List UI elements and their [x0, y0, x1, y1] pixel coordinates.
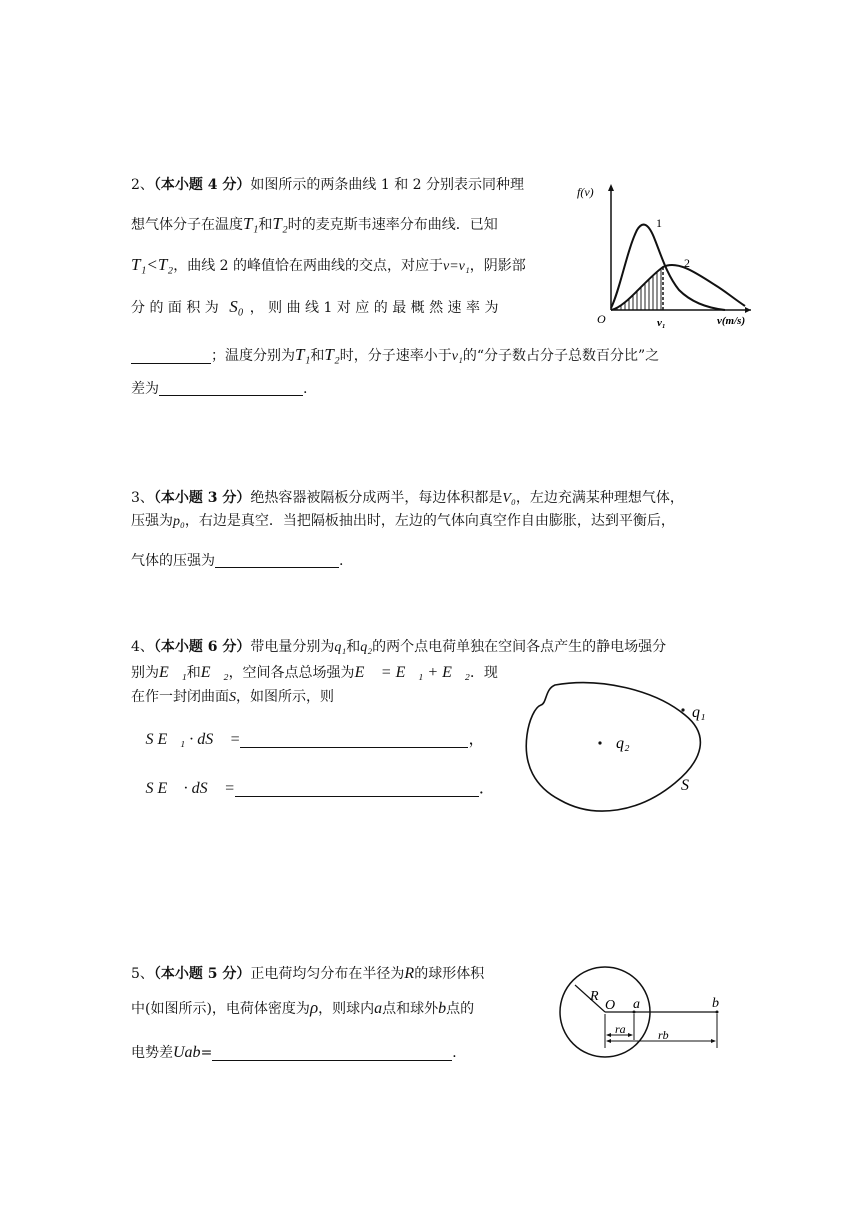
q3-text-2b: ，右边是真空．当把隔板抽出时，左边的气体向真空作自由膨胀，达到平衡后，: [184, 513, 675, 529]
q4-S: S: [229, 690, 236, 705]
q4-text-1c: 的两个点电荷单独在空间各点产生的静电场强分: [372, 639, 667, 655]
q4-E2: E⃗₂: [200, 664, 229, 681]
q5-text-1b: 的球形体积: [414, 966, 485, 982]
q5-R: R: [404, 965, 415, 982]
q2-fig-v1-tick: v₁: [657, 317, 666, 329]
q5-ra-arrowhead-right: [628, 1033, 633, 1037]
q2-text-1: 如图所示的两条曲线 1 和 2 分别表示同种理: [250, 177, 525, 193]
q2-text-2b: 和: [258, 217, 273, 233]
q3-text-3a: 气体的压强为: [131, 553, 215, 569]
q5-text-2b: ，则球内: [318, 1001, 375, 1017]
q2-score: （本小题 4 分）: [153, 177, 251, 193]
q2-v-eq-v1: v=v₁: [443, 259, 470, 274]
q2-y-arrow: [608, 184, 614, 191]
q4-fig-S-label: S: [681, 777, 689, 794]
q5-rb-arrowhead-right: [711, 1039, 716, 1043]
q4-line3: [131, 690, 334, 705]
q4-E1: E⃗₁: [159, 664, 187, 681]
q4-number: 4、: [131, 639, 154, 655]
q4-line1: [131, 640, 666, 655]
q2-v1: v₁: [451, 349, 463, 364]
q2-T1-lt-T2: T₁<T₂: [131, 255, 174, 274]
q5-line1: [131, 966, 484, 982]
q2-line1: [131, 178, 524, 192]
q4-integral-2: [133, 780, 495, 797]
q5-text-3b: =: [200, 1045, 213, 1061]
q2-text-5c: 时，分子速率小于: [339, 348, 452, 364]
q2-fig-xlabel: v(m/s): [717, 315, 746, 327]
q4-closed-surface: [526, 683, 700, 811]
q2-line6: 差为 .: [131, 381, 308, 397]
q4-text-3a: 在作一封闭曲面: [131, 689, 229, 705]
q3-line3: 气体的压强为 .: [131, 553, 344, 569]
q5-text-2d: 点的: [446, 1001, 475, 1017]
q5-sphere-figure: [555, 960, 730, 1060]
q5-line2: [131, 999, 474, 1017]
q5-rho: ρ: [309, 998, 319, 1017]
q3-p0: p₀: [173, 514, 185, 529]
q5-text-3a: 电势差: [131, 1045, 173, 1061]
q5-end: ．: [452, 1045, 467, 1061]
q3-number: 3、: [131, 490, 154, 506]
q5-line3: [131, 1045, 466, 1061]
q4-integral-1: [133, 731, 484, 748]
q2-text-4b: ， 则 曲 线 1 对 应 的 最 概 然 速 率 为: [249, 300, 499, 316]
q2-line2: [131, 215, 498, 232]
q4-text-1b: 和: [346, 639, 361, 655]
q5-b: b: [438, 1000, 447, 1017]
q2-line5: [131, 346, 659, 364]
q2-T2b: T₂: [324, 345, 340, 364]
q2-fig-curve2-label: 2: [684, 256, 690, 270]
q5-number: 5、: [131, 966, 154, 982]
q2-text-5b: 和: [310, 348, 325, 364]
q4-charge-q2-dot: [598, 741, 601, 744]
q5-text-2a: 中(如图所示)，电荷体密度为: [131, 1001, 310, 1017]
q5-text-2c: 点和球外: [382, 1001, 439, 1017]
q4-integral-1-expr: ∮S E⃗₁ · dS⃗ =: [133, 731, 241, 748]
q3-answer-blank[interactable]: [215, 553, 339, 568]
q2-T1: T₁: [243, 214, 259, 233]
q2-text-2a: 想气体分子在温度: [131, 217, 243, 233]
q4-fig-q2-label: q₂: [616, 735, 630, 752]
q3-line1: [131, 491, 684, 506]
q2-fig-origin: O: [597, 312, 606, 326]
q2-curve-1: [611, 225, 725, 310]
q2-text-5d: 的“分子数占分子总数百分比”之: [462, 348, 660, 364]
q2-text-4a: 分 的 面 积 为: [131, 300, 219, 316]
q2-text-3b: ，曲线 2 的峰值恰在两曲线的交点，对应于: [173, 258, 444, 274]
q4-integral-2-expr: ∮S E⃗ · dS⃗ =: [133, 780, 235, 797]
q2-answer-blank-2[interactable]: [159, 381, 303, 396]
q5-score: （本小题 5 分）: [153, 966, 251, 982]
q2-line3: [131, 256, 526, 274]
q4-q2: q₂: [360, 640, 373, 655]
q5-fig-rb-label: rb: [658, 1028, 669, 1042]
q2-T2: T₂: [272, 214, 288, 233]
q4-answer-blank-1[interactable]: [240, 731, 468, 748]
q2-maxwell-figure: [575, 180, 755, 330]
q4-q1: q₁: [334, 640, 347, 655]
q5-Uab: Uab: [173, 1044, 201, 1061]
q5-fig-b-label: b: [712, 996, 719, 1011]
q4-text-2b: 和: [186, 665, 201, 681]
q2-fig-curve1-label: 1: [656, 216, 662, 230]
q2-S0: S₀: [229, 297, 244, 316]
q5-text-1a: 正电荷均匀分布在半径为: [250, 966, 405, 982]
q2-line4: [131, 298, 498, 315]
q5-fig-R-label: R: [590, 989, 599, 1004]
q4-fig-q1-label: q₁: [692, 704, 706, 721]
q2-text-3c: ，阴影部: [469, 258, 526, 274]
q4-E-sum: E⃗ = E⃗₁ + E⃗₂: [354, 664, 470, 681]
q5-fig-ra-label: ra: [615, 1022, 626, 1036]
q5-fig-a-label: a: [633, 997, 640, 1012]
q5-ra-arrowhead-left: [606, 1033, 611, 1037]
q4-gauss-surface-figure: [515, 675, 730, 825]
q2-text-6a: 差为: [131, 381, 159, 397]
q2-number: 2、: [131, 177, 154, 193]
q3-score: （本小题 3 分）: [153, 490, 251, 506]
q2-x-arrow: [745, 307, 751, 313]
q5-a: a: [374, 1000, 383, 1017]
q2-T1b: T₁: [295, 345, 311, 364]
q4-end-1: ，: [468, 729, 485, 748]
q4-text-2c: ，空间各点总场强为: [228, 665, 355, 681]
q3-text-1a: 绝热容器被隔板分成两半，每边体积都是: [250, 490, 503, 506]
q2-text-2c: 时的麦克斯韦速率分布曲线．已知: [287, 217, 498, 233]
q3-text-1b: ，左边充满某种理想气体，: [515, 490, 684, 506]
q2-answer-blank-1[interactable]: [131, 349, 211, 364]
q5-fig-O-label: O: [605, 998, 616, 1013]
q4-charge-q1-dot: [681, 708, 684, 711]
q4-end-2: ．: [478, 778, 495, 797]
q3-V0: V₀: [502, 491, 516, 506]
q5-rb-arrowhead-left: [606, 1039, 611, 1043]
q4-text-2a: 别为: [131, 665, 159, 681]
q4-text-2d: ．现: [469, 665, 498, 681]
q2-text-5a: ；温度分别为: [211, 348, 295, 364]
q4-text-1a: 带电量分别为: [250, 639, 335, 655]
q4-score: （本小题 6 分）: [153, 639, 251, 655]
q5-answer-blank[interactable]: [212, 1046, 452, 1061]
q4-text-3b: ，如图所示，则: [236, 689, 334, 705]
q4-answer-blank-2[interactable]: [235, 780, 479, 797]
q4-line2: [131, 665, 498, 681]
q3-text-2a: 压强为: [131, 513, 173, 529]
q2-fig-ylabel: f(v): [577, 185, 594, 199]
q3-line2: [131, 514, 675, 529]
